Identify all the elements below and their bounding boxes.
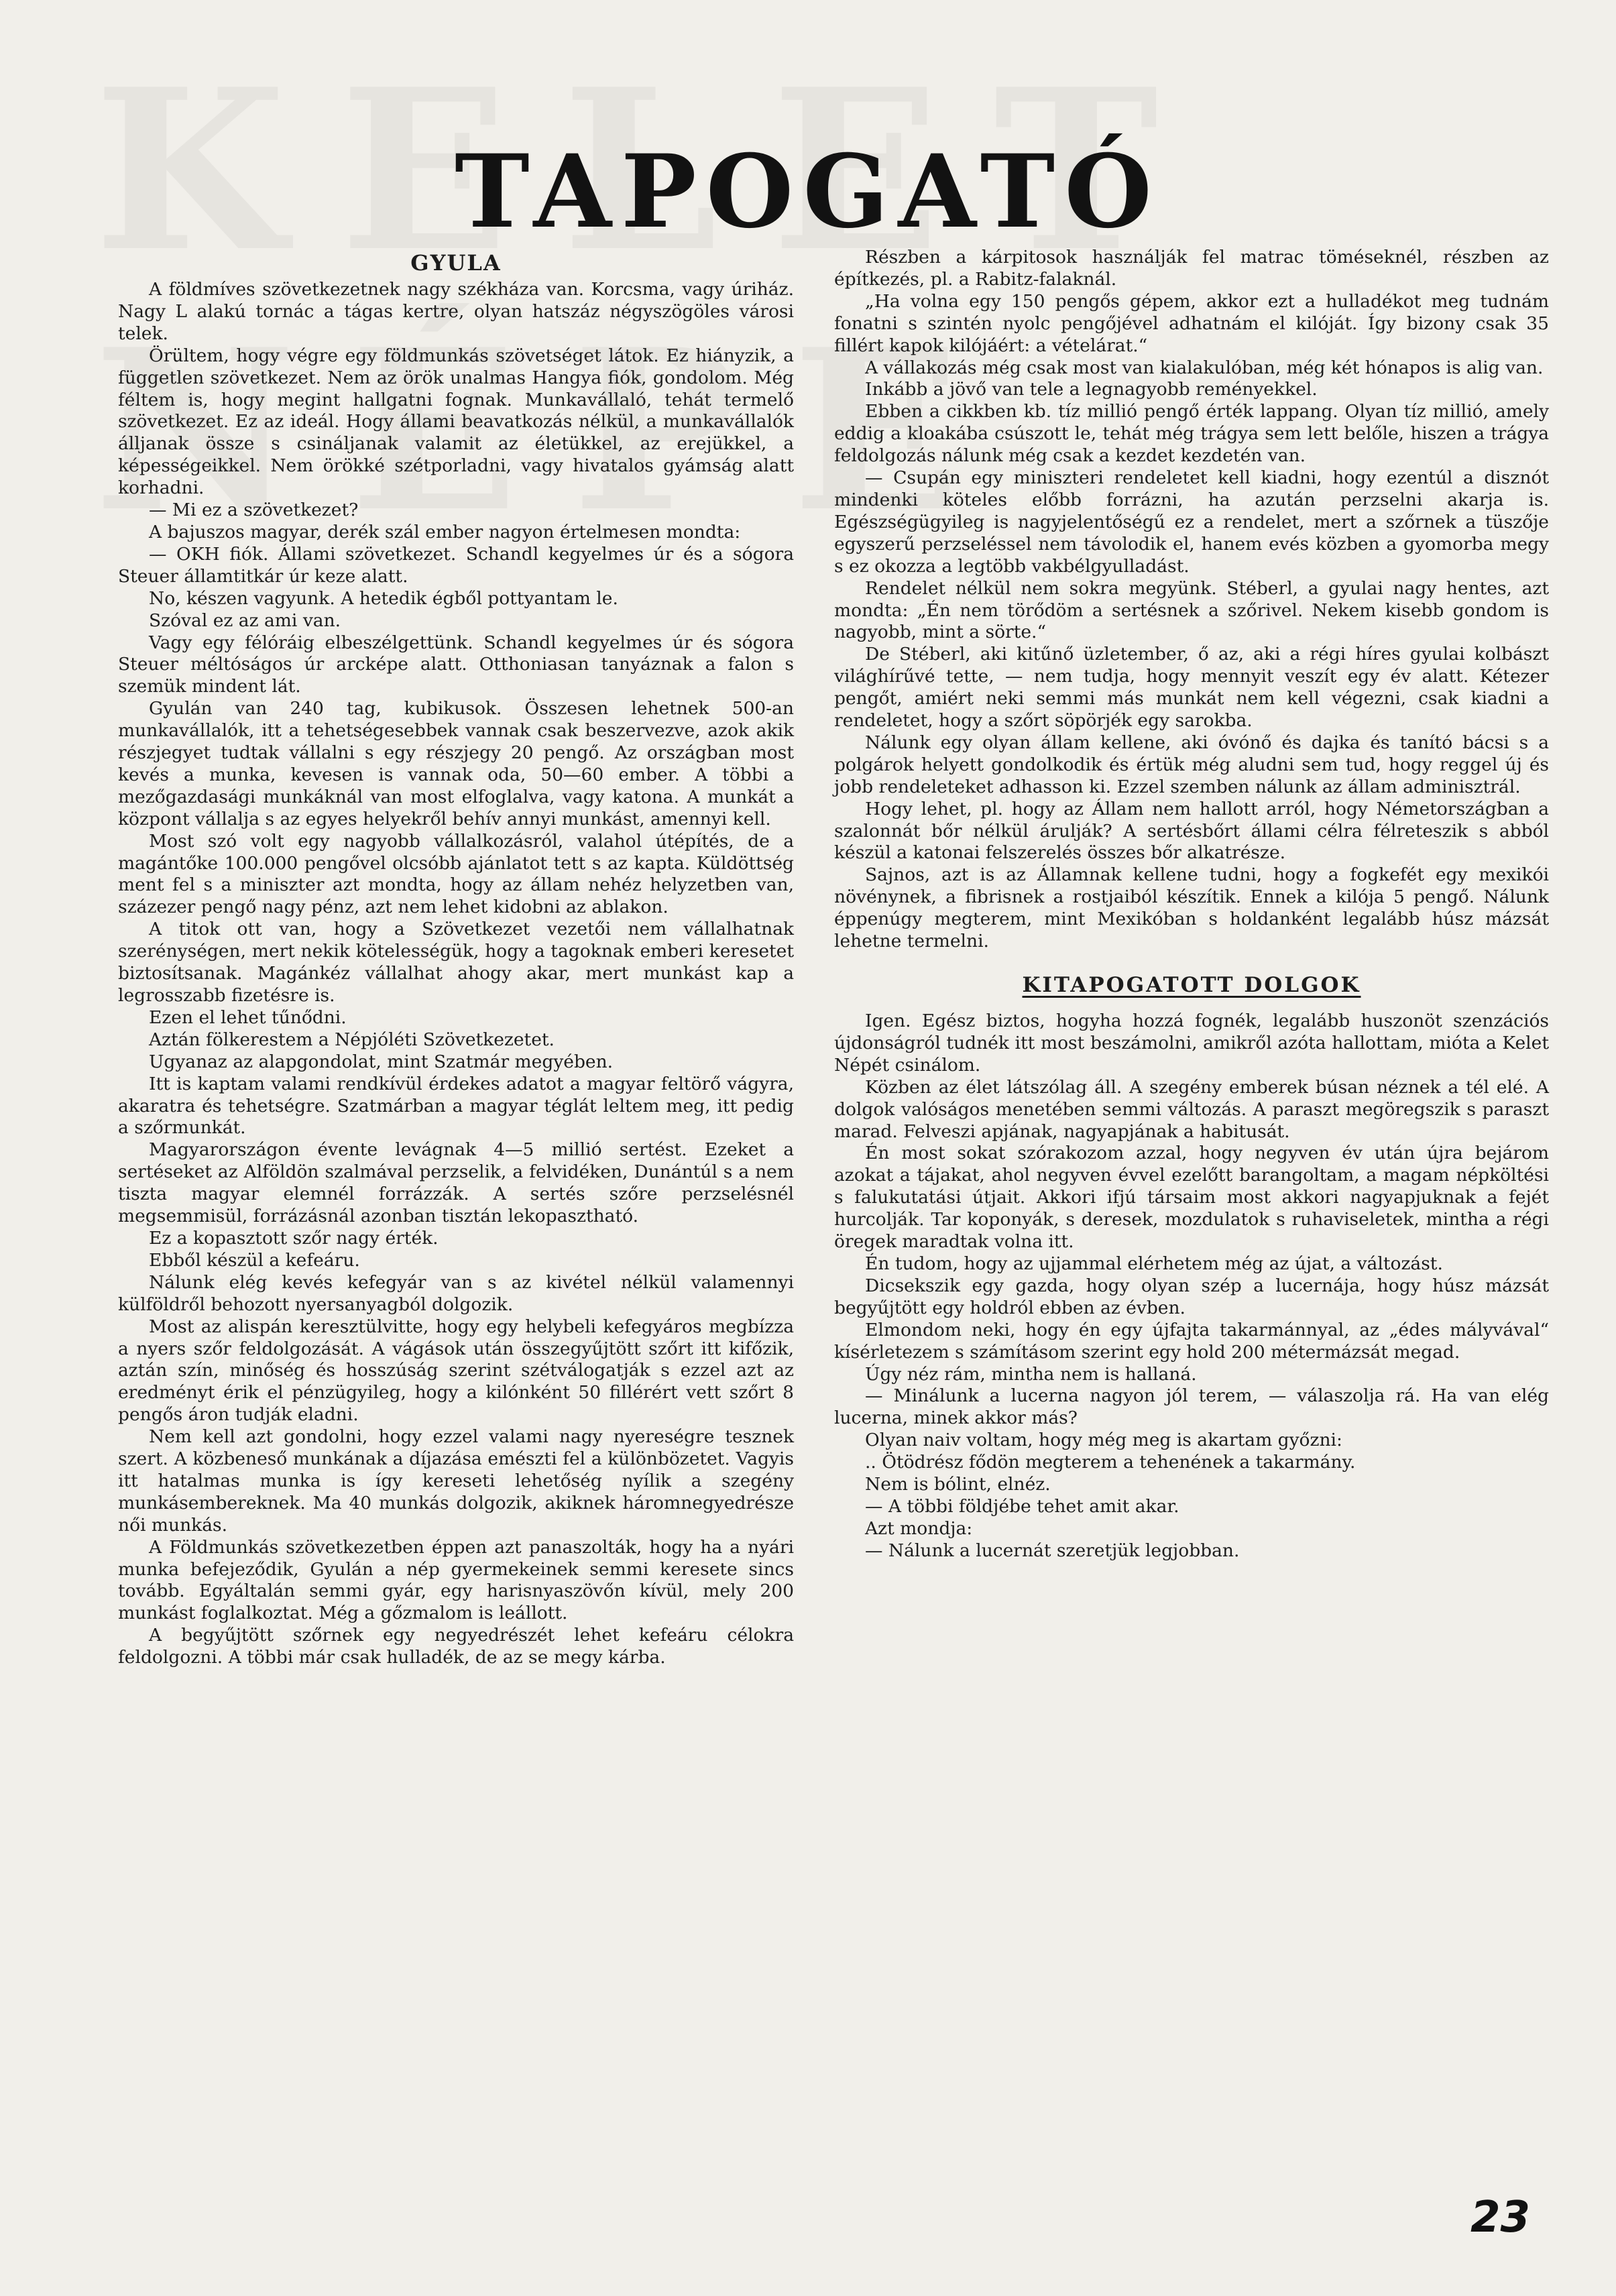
paragraph: Igen. Egész biztos, hogyha hozzá fognék, legalább huszonöt szenzációs újdonságról tudnék itt most beszámolni, amikről azóta hallottam, mióta a Kelet Népét csinálom. bbox=[834, 1011, 1549, 1076]
paragraph: Ez a kopasztott szőr nagy érték. bbox=[149, 1227, 439, 1249]
paragraph: Én tudom, hogy az ujjammal elérhetem még az újat, a változást. bbox=[865, 1253, 1443, 1274]
paragraph: Elmondom neki, hogy én egy újfajta takarmánnyal, az „édes mályvával“ kísérletezem s számításom szerint egy hold 200 métermázsát megad. bbox=[834, 1319, 1549, 1363]
paragraph: Ezen el lehet tűnődni. bbox=[149, 1007, 347, 1028]
paragraph: — Minálunk a lucerna nagyon jól terem, — válaszolja rá. Ha van elég lucerna, minek akkor más? bbox=[834, 1385, 1549, 1429]
paragraph: Gyulán van 240 tag, kubikusok. Összesen lehetnek 500-an munkavállalók, itt a tehetségesebbek vannak csak beszervezve, azok akik részjegyet tudtak vállalni s egy részjegy 20 pengő. Az országban most kevés a munka, kevesen is vannak oda, 50—60 ember. A többi a mezőgazdasági munkáknál van most elfoglalva, vagy katona. A munkát a központ vállalja s az egyes helyekről behív annyi munkást, amennyi kell. bbox=[118, 698, 794, 829]
paragraph: Ugyanaz az alapgondolat, mint Szatmár megyében. bbox=[149, 1051, 614, 1072]
paragraph: „Ha volna egy 150 pengős gépem, akkor ezt a hulladékot meg tudnám fonatni s szintén nyolc pengőjével adhatnám el kilóját. Így bizony csak 35 fillért kapok kilójáért: a vételárat.“ bbox=[834, 290, 1549, 356]
paragraph: Azt mondja: bbox=[865, 1517, 973, 1539]
paragraph: Nem kell azt gondolni, hogy ezzel valami nagy nyereségre tesznek szert. A közbeneső munkának a díjazása emészti fel a különbözetet. Vagyis itt hatalmas munka is így kereseti lehetőség nyílik a szegény munkásembereknek. Ma 40 munkás dolgozik, akiknek háromnegyedrésze női munkás. bbox=[118, 1426, 794, 1536]
paragraph: — Nálunk a lucernát szeretjük legjobban. bbox=[865, 1540, 1240, 1561]
paragraph: Szóval ez az ami van. bbox=[149, 610, 341, 631]
paragraph: Én most sokat szórakozom azzal, hogy negyven év után újra bejárom azokat a tájakat, ahol negyven évvel ezelőtt barangoltam, a magam népköltési s falukutatási útjait. Akkori ifjú társaim most akkori nagyapjuknak a fejét hurcolják. Tar koponyák, s deresek, mozdulatok s ruhaviseletek, mintha a régi öregek maradtak volna itt. bbox=[834, 1143, 1549, 1253]
right-article-body-top bbox=[834, 247, 1549, 953]
section-title-gyula: GYULA bbox=[410, 250, 502, 276]
paragraph: Ebben a cikkben kb. tíz millió pengő érték lappang. Olyan tíz millió, amely eddig a kloakába csúszott le, tehát még trágya sem lett belőle, hiszen a trágya feldolgozás nálunk még csak a kezdet kezdetén van. bbox=[834, 401, 1549, 467]
paragraph: Inkább a jövő van tele a legnagyobb reményekkel. bbox=[865, 379, 1318, 400]
paragraph: Dicsekszik egy gazda, hogy olyan szép a lucernája, hogy húsz mázsát begyűjtött egy holdról ebben az évben. bbox=[834, 1275, 1549, 1318]
left-column bbox=[118, 249, 794, 1669]
paragraph: — OKH fiók. Állami szövetkezet. Schandl kegyelmes úr és a sógora Steuer államtitkár úr keze alatt. bbox=[118, 543, 794, 587]
paragraph: A bajuszos magyar, derék szál ember nagyon értelmesen mondta: bbox=[149, 521, 741, 542]
paragraph: Nálunk elég kevés kefegyár van s az kivétel nélkül valamennyi külföldről behozott nyersanyagból dolgozik. bbox=[118, 1271, 794, 1315]
paragraph: Ebből készül a kefeáru. bbox=[149, 1249, 360, 1271]
paragraph: Magyarországon évente levágnak 4—5 millió sertést. Ezeket a sertéseket az Alföldön szalmával perzselik, a felvidéken, Dunántúl s a nem tiszta magyar elemnél forrázzák. A sertés szőre perzselésnél megsemmisül, forrázásnál azonban tisztán lekopasztható. bbox=[118, 1139, 794, 1227]
paragraph: Közben az élet látszólag áll. A szegény emberek búsan néznek a tél elé. A dolgok valóságos menetében semmi változás. A paraszt megöregszik s paraszt marad. Felveszi apjának, nagyapjának a habitusát. bbox=[834, 1076, 1549, 1142]
paragraph: Vagy egy félóráig elbeszélgettünk. Schandl kegyelmes úr és sógora Steuer méltóságos úr arcképe alatt. Otthoniasan tanyáznak a falon s szemük mindent lát. bbox=[118, 632, 794, 697]
left-article-body bbox=[118, 279, 794, 1669]
paragraph: Részben a kárpitosok használják fel matrac töméseknél, részben az építkezés, pl. a Rabitz-falaknál. bbox=[834, 247, 1549, 290]
paragraph: Hogy lehet, pl. hogy az Állam nem hallott arról, hogy Németországban a szalonnát bőr nélkül árulják? A sertésbőrt állami célra félreteszik s abból készül a katonai felszerelés összes bőr alkatrésze. bbox=[834, 798, 1549, 864]
paragraph: Nálunk egy olyan állam kellene, aki óvónő és dajka és tanító bácsi s a polgárok helyett gondolkodik és értük még aludni sem tud, hogy reggel új és jobb rendeleteket adhasson ki. Ezzel szemben nálunk az állam adminisztrál. bbox=[834, 732, 1549, 797]
paragraph: — Csupán egy miniszteri rendeletet kell kiadni, hogy ezentúl a disznót mindenki köteles előbb forrázni, ha azután perzselni akarja is. Egészségügyileg is nagyjelentőségű ez a rendelet, mert a szőrnek a tüszője egyszerű perzseléssel nem távolodik el, hanem evés közben a gyomorba megy s ez okozza a legtöbb vakbélgyulladást. bbox=[834, 467, 1549, 577]
paragraph: — Mi ez a szövetkezet? bbox=[149, 500, 359, 521]
paragraph: No, készen vagyunk. A hetedik égből pottyantam le. bbox=[149, 587, 618, 609]
paragraph: Rendelet nélkül nem sokra megyünk. Stéberl, a gyulai nagy hentes, azt mondta: „Én nem törődöm a sertésnek a szőrivel. Nekem kisebb gondom is nagyobb, mint a sörte.“ bbox=[834, 577, 1549, 643]
paragraph: Itt is kaptam valami rendkívül érdekes adatot a magyar feltörő vágyra, akaratra és tehetségre. Szatmárban a magyar téglát leltem meg, itt pedig a szőrmunkát. bbox=[118, 1073, 794, 1139]
right-article-body-bottom bbox=[834, 1011, 1549, 1562]
paragraph: Örültem, hogy végre egy földmunkás szövetséget látok. Ez hiányzik, a független szövetkezet. Nem az örök unalmas Hangya fiók, gondolom. Még féltem is, hogy megint hallgatni fognak. Munkavállaló, tehát termelő szövetkezet. Ez az ideál. Hogy állami beavatkozás nélkül, a munkavállalók álljanak össze s csináljanak valamit az életükkel, az erejükkel, a képességeikkel. Nem örökké szétporladni, vagy hivatalos gyámság alatt korhadni. bbox=[118, 345, 794, 499]
paragraph: De Stéberl, aki kitűnő üzletember, ő az, aki a régi híres gyulai kolbászt világhírűvé tette, — nem tudja, hogy mennyit veszít egy év alatt. Kétezer pengőt, amiért neki semmi más munkát nem kell végezni, csak kiadni a rendeletet, hogy a szőrt söpörjék egy sarokba. bbox=[834, 644, 1549, 732]
paragraph: Most szó volt egy nagyobb vállalkozásról, valahol útépítés, de a magántőke 100.000 pengővel olcsóbb ajánlatot tett s az kapta. Küldöttség ment fel s a miniszter azt mondta, hogy az állam nehéz helyzetben van, százezer pengő nagy pénz, azt nem lehet kidobni az ablakon. bbox=[118, 830, 794, 918]
paragraph: A földmíves szövetkezetnek nagy székháza van. Korcsma, vagy úriház. Nagy L alakú tornác a tágas kertre, olyan hatszáz négyszögöles városi telek. bbox=[118, 279, 794, 344]
page-number: 23 bbox=[1470, 2193, 1530, 2242]
paragraph: Sajnos, azt is az Államnak kellene tudni, hogy a fogkefét egy mexikói növénynek, a fibrisnek a rostjaiból készítik. Ennek a kilója 5 pengő. Nálunk éppenúgy megterem, mint Mexikóban s holdanként legalább húsz mázsát lehetne termelni. bbox=[834, 864, 1549, 952]
section-title-kitapogatott-dolgok: KITAPOGATOTT DOLGOK bbox=[1022, 973, 1361, 997]
right-column bbox=[834, 247, 1549, 1562]
paragraph: A vállakozás még csak most van kialakulóban, még két hónapos is alig van. bbox=[865, 357, 1544, 378]
paragraph: A Földmunkás szövetkezetben éppen azt panaszolták, hogy ha a nyári munka befejeződik, Gyulán a nép gyermekeinek semmi keresete sincs tovább. Egyáltalán semmi gyár, egy harisnyaszövőn kívül, mely 200 munkást foglalkoztat. Még a gőzmalom is leállott. bbox=[118, 1536, 794, 1624]
paragraph: .. Ötödrész fődön megterem a tehenének a takarmány. bbox=[865, 1452, 1356, 1473]
paragraph: Olyan naiv voltam, hogy még meg is akartam győzni: bbox=[865, 1430, 1342, 1451]
paragraph: Most az alispán keresztülvitte, hogy egy helybeli kefegyáros megbízza a nyers szőr feldolgozását. A vágások után összegyűjtött szőrt itt kifőzik, aztán szín, minőség és hosszúság szerint szétválogatják s ezzel azt az eredményt érik el pénzügyileg, hogy a kilónként 50 fillérért vett szőrt 8 pengős áron tudják eladni. bbox=[118, 1316, 794, 1426]
paragraph: Aztán fölkerestem a Népjóléti Szövetkezetet. bbox=[149, 1029, 555, 1050]
paragraph: A titok ott van, hogy a Szövetkezet vezetői nem vállalhatnak szerénységen, mert nekik kötelességük, hogy a tagoknak emberi keresetet biztosítsanak. Magánkéz vállalhat ahogy akar, mert munkást kap a legrosszabb fizetésre is. bbox=[118, 919, 794, 1006]
paragraph: Nem is bólint, elnéz. bbox=[865, 1474, 1051, 1495]
paragraph: — A többi földjébe tehet amit akar. bbox=[865, 1495, 1179, 1517]
paragraph: A begyűjtött szőrnek egy negyedrészét lehet kefeáru célokra feldolgozni. A többi már csak hulladék, de az se megy kárba. bbox=[118, 1625, 794, 1668]
paragraph: Úgy néz rám, mintha nem is hallaná. bbox=[865, 1363, 1197, 1385]
page-title: TAPOGATÓ bbox=[455, 133, 1161, 251]
